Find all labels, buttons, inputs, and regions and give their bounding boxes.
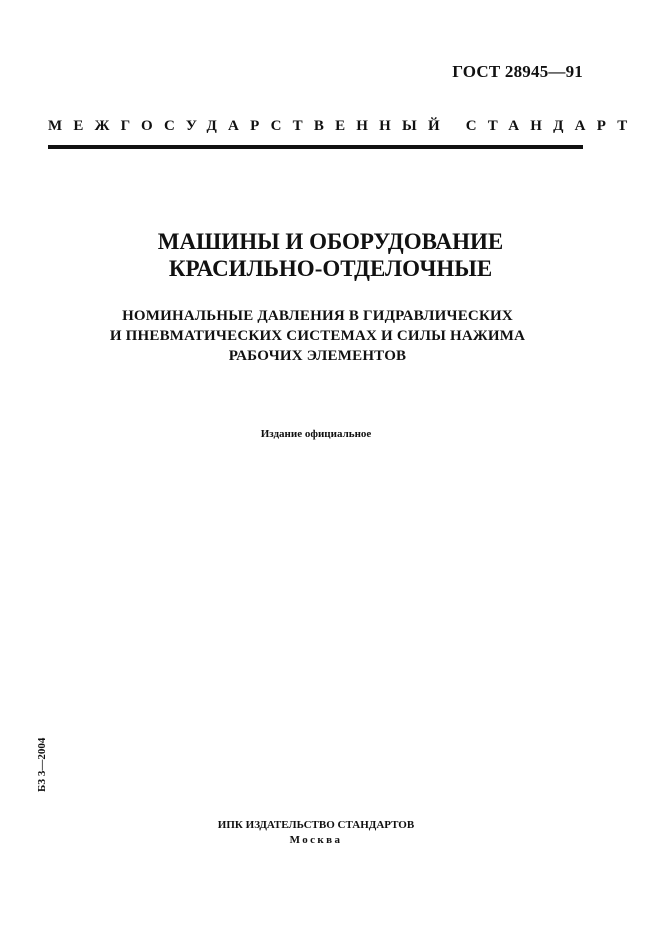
title-line: КРАСИЛЬНО-ОТДЕЛОЧНЫЕ	[168, 256, 493, 281]
header-rule	[48, 145, 583, 149]
publisher-city: Москва	[289, 834, 343, 846]
title-line: МАШИНЫ И ОБОРУДОВАНИЕ	[157, 229, 504, 254]
edition-note: Издание официальное	[260, 428, 372, 440]
standard-number: ГОСТ 28945—91	[452, 62, 583, 81]
subtitle	[0, 306, 635, 366]
subtitle-line: НОМИНАЛЬНЫЕ ДАВЛЕНИЯ В ГИДРАВЛИЧЕСКИХ	[122, 308, 513, 324]
main-title	[0, 228, 661, 282]
subtitle-line: И ПНЕВМАТИЧЕСКИХ СИСТЕМАХ И СИЛЫ НАЖИМА	[109, 328, 526, 344]
publisher-name: ИПК ИЗДАТЕЛЬСТВО СТАНДАРТОВ	[217, 819, 415, 831]
side-code: БЗ 3—2004	[36, 737, 48, 792]
header-banner: МЕЖГОСУДАРСТВЕННЫЙ СТАНДАРТ	[48, 118, 639, 134]
subtitle-line: РАБОЧИХ ЭЛЕМЕНТОВ	[228, 348, 407, 364]
publisher-block	[0, 818, 632, 848]
